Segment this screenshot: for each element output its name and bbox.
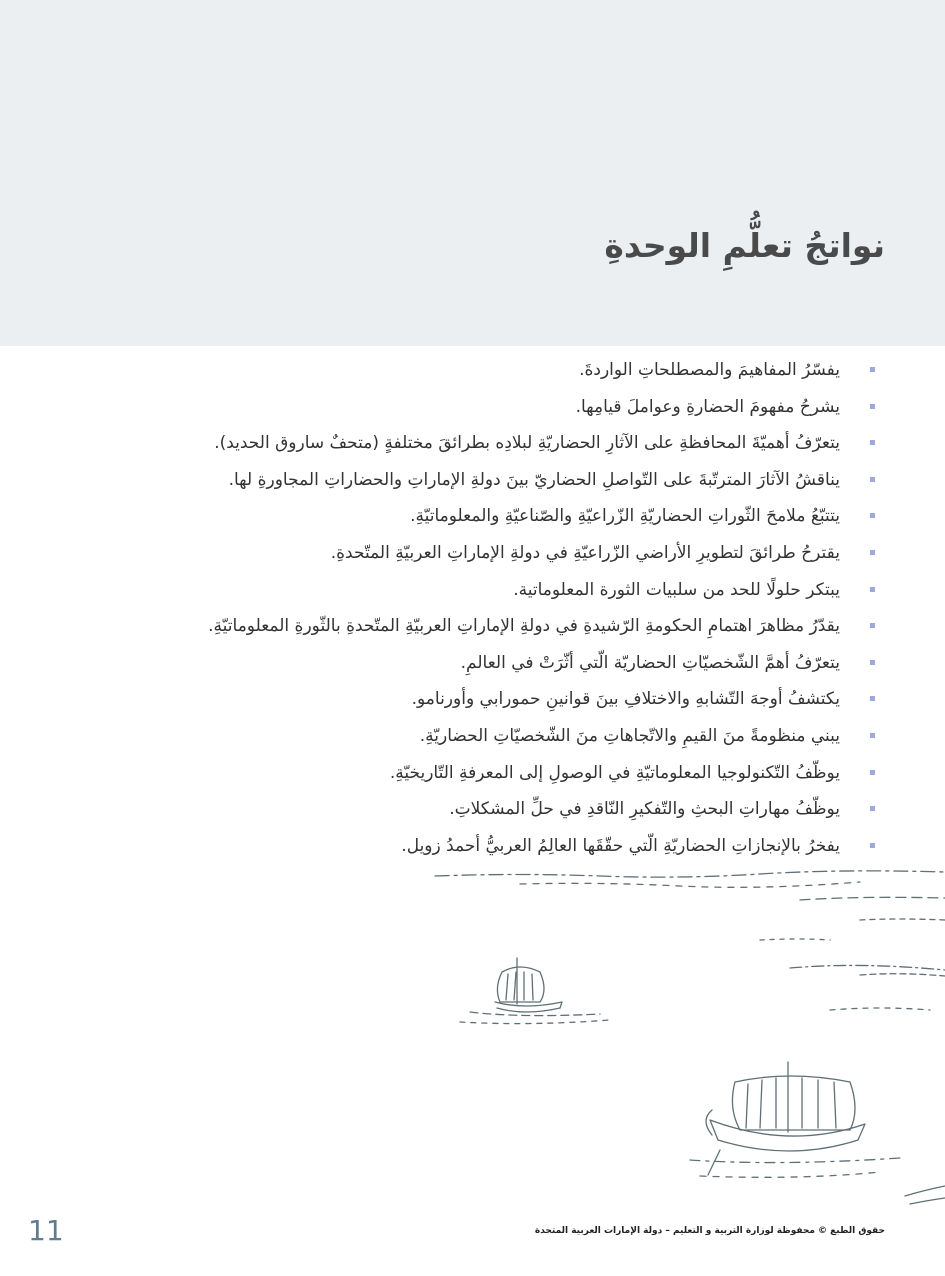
outcome-text: يوظّفُ التّكنولوجيا المعلوماتيّةِ في الوصولِ إلى المعرفةِ التّاريخيّةِ. [389, 762, 840, 783]
outcome-text: يبتكر حلولًا للحد من سلبيات الثورة المعلوماتية. [513, 579, 840, 600]
outcome-text: يقدّرُ مظاهرَ اهتمامِ الحكومةِ الرّشيدةِ في دولةِ الإماراتِ العربيّةِ المتّحدةِ بالثّورةِ المعلوماتيّةِ. [208, 616, 840, 637]
page-title: نواتجُ تعلُّمِ الوحدةِ [604, 226, 885, 265]
outcome-text: يتعرّفُ أهميّةَ المحافظةِ على الآثارِ الحضاريّةِ لبلادِه بطرائقَ مختلفةٍ (متحفٌ ساروق الحديد). [214, 433, 840, 454]
copyright-notice: حقوق الطبع © محفوظة لوزارة التربية و التعليم – دولة الإمارات العربية المتحدة [534, 1226, 885, 1236]
page-number: 11 [28, 1214, 64, 1247]
outcome-text: يشرحُ مفهومَ الحضارةِ وعواملَ قيامِها. [575, 396, 840, 417]
outcome-text: يقترحُ طرائقَ لتطويرِ الأراضي الزّراعيّةِ في دولةِ الإماراتِ العربيّةِ المتّحدةِ. [330, 542, 840, 563]
outcome-text: يناقشُ الآثارَ المترتّبةَ على التّواصلِ الحضاريّ بينَ دولةِ الإماراتِ والحضاراتِ المجاورةِ لها. [228, 469, 840, 490]
outcome-text: يتتبّعُ ملامحَ الثّوراتِ الحضاريّةِ الزّراعيّةِ والصّناعيّةِ والمعلوماتيّةِ. [410, 506, 840, 527]
outcome-text: يفخرُ بالإنجازاتِ الحضاريّةِ الّتي حقّقَها العالِمُ العربيُّ أحمدُ زويل. [401, 835, 840, 856]
outcome-text: يوظّفُ مهاراتِ البحثِ والتّفكيرِ النّاقدِ في حلِّ المشكلاتِ. [449, 799, 840, 820]
outcome-text: يفسّرُ المفاهيمَ والمصطلحاتِ الواردةَ. [579, 360, 840, 380]
outcome-text: يكتشفُ أوجهَ التّشابهِ والاختلافِ بينَ قوانينِ حمورابي وأورنامو. [411, 689, 840, 710]
outcome-text: يبني منظومةً منَ القيمِ والاتّجاهاتِ منَ الشّخصيّاتِ الحضاريّةِ. [419, 725, 840, 746]
outcome-text: يتعرّفُ أهمَّ الشّخصيّاتِ الحضاريّة الّتي أثّرَتْ في العالمِ. [460, 652, 840, 673]
